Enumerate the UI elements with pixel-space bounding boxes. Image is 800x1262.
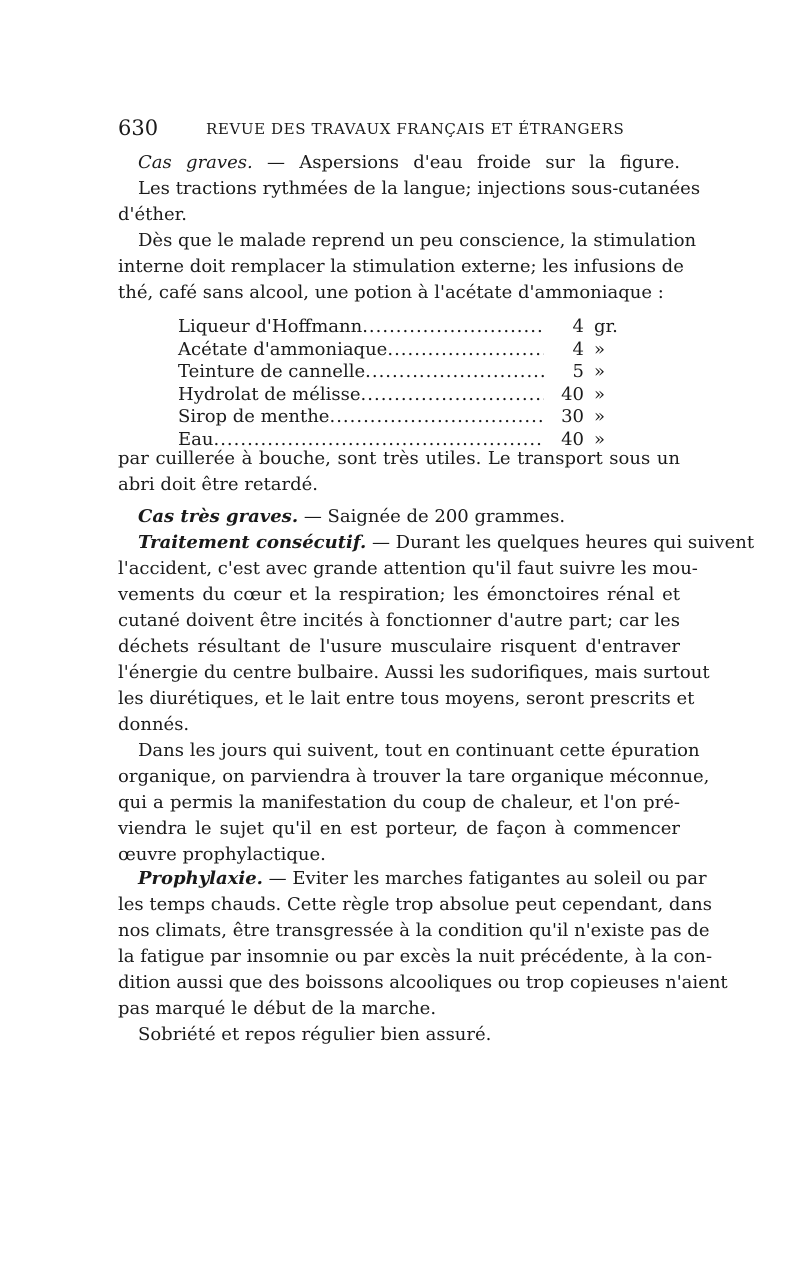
- paragraph-posologie: [118, 446, 680, 498]
- text-line: Dans les jours qui suivent, tout en continuant cette épuration: [138, 740, 700, 761]
- recipe-table: [178, 316, 628, 451]
- ingredient-unit: »: [594, 361, 606, 382]
- ingredient-quantity: 40: [561, 383, 584, 405]
- leader-dots: [362, 316, 544, 339]
- page-header: [118, 116, 680, 144]
- text-line: donnés.: [118, 714, 190, 735]
- text-line: l'accident, c'est avec grande attention qu'il faut suivre les mou-: [118, 558, 698, 579]
- text-line: viendra le sujet qu'il en est porteur, de façon à commencer: [118, 818, 680, 839]
- ingredient-name: Eau: [178, 428, 214, 450]
- ingredient-quantity: 30: [561, 406, 584, 427]
- text-line: vements du cœur et la respiration; les émonctoires rénal et: [118, 584, 680, 605]
- ingredient-quantity: 4: [572, 338, 584, 360]
- running-title: REVUE DES TRAVAUX FRANÇAIS ET ÉTRANGERS: [206, 120, 625, 138]
- text-line: dition aussi que des boissons alcooliques ou trop copieuses n'aient: [118, 972, 728, 993]
- leader-dots: [329, 406, 544, 429]
- text-line: pas marqué le début de la marche.: [118, 998, 437, 1019]
- text-line: Prophylaxie. — Eviter les marches fatigantes au soleil ou par: [138, 868, 707, 889]
- recipe-row: [178, 384, 628, 407]
- text-line: Cas très graves. — Saignée de 200 grammes.: [138, 506, 566, 527]
- leader-dots: [365, 361, 544, 384]
- leader-dots: [361, 384, 544, 407]
- text-line: les diurétiques, et le lait entre tous moyens, seront prescrits et: [118, 688, 695, 709]
- paragraph-cas-tres-graves: [118, 504, 680, 530]
- ingredient-unit: »: [594, 406, 606, 427]
- text-line: organique, on parviendra à trouver la tare organique méconnue,: [118, 766, 710, 787]
- ingredient-unit: »: [594, 383, 606, 405]
- section-lead: Prophylaxie.: [138, 868, 263, 889]
- text-line: Les tractions rythmées de la langue; injections sous-cutanées: [138, 178, 701, 199]
- text-line: la fatigue par insomnie ou par excès la nuit précédente, à la con-: [118, 946, 713, 967]
- section-lead: Cas graves.: [138, 152, 253, 173]
- ingredient-quantity: 5: [572, 361, 584, 382]
- text-line: œuvre prophylactique.: [118, 844, 326, 865]
- text-line: qui a permis la manifestation du coup de chaleur, et l'on pré-: [118, 792, 680, 813]
- recipe-row: [178, 316, 628, 339]
- recipe-row: [178, 406, 628, 429]
- text-line: nos climats, être transgressée à la condition qu'il n'existe pas de: [118, 920, 710, 941]
- recipe-row: [178, 339, 628, 362]
- text-line: Traitement consécutif. — Durant les quelques heures qui suivent: [138, 532, 755, 553]
- ingredient-name: Acétate d'ammoniaque: [178, 338, 388, 360]
- paragraph-cas-graves: [118, 150, 701, 306]
- ingredient-name: Sirop de menthe: [178, 406, 330, 427]
- paragraph-prophylaxie: [118, 866, 728, 1048]
- text-line: Dès que le malade reprend un peu conscience, la stimulation: [138, 230, 697, 251]
- text-line: Sobriété et repos régulier bien assuré.: [138, 1024, 492, 1045]
- text-line: abri doit être retardé.: [118, 474, 318, 495]
- text-line: cutané doivent être incités à fonctionner d'autre part; car les: [118, 610, 680, 631]
- recipe-row: [178, 361, 628, 384]
- ingredient-unit: gr.: [594, 316, 618, 337]
- section-lead: Cas très graves.: [138, 506, 299, 527]
- text-line: interne doit remplacer la stimulation externe; les infusions de: [118, 256, 684, 277]
- text-line: thé, café sans alcool, une potion à l'acétate d'ammoniaque :: [118, 282, 664, 303]
- text-line: l'énergie du centre bulbaire. Aussi les sudorifiques, mais surtout: [118, 662, 710, 683]
- ingredient-quantity: 4: [572, 316, 584, 337]
- text-line: d'éther.: [118, 204, 187, 225]
- ingredient-quantity: 40: [561, 428, 584, 450]
- text-line: déchets résultant de l'usure musculaire risquent d'entraver: [118, 636, 680, 657]
- ingredient-unit: »: [594, 338, 606, 360]
- page-number: 630: [118, 116, 159, 140]
- text-line: par cuillerée à bouche, sont très utiles. Le transport sous un: [118, 448, 680, 469]
- ingredient-unit: »: [594, 428, 606, 450]
- ingredient-name: Hydrolat de mélisse: [178, 383, 361, 405]
- paragraph-traitement-consecutif: [118, 530, 755, 868]
- section-lead: Traitement consécutif.: [138, 532, 367, 553]
- ingredient-name: Teinture de cannelle: [178, 361, 366, 382]
- text-line: les temps chauds. Cette règle trop absolue peut cependant, dans: [118, 894, 712, 915]
- ingredient-name: Liqueur d'Hoffmann: [178, 316, 363, 337]
- leader-dots: [387, 339, 544, 362]
- text-line: Cas graves. — Aspersions d'eau froide sur la figure.: [138, 152, 680, 173]
